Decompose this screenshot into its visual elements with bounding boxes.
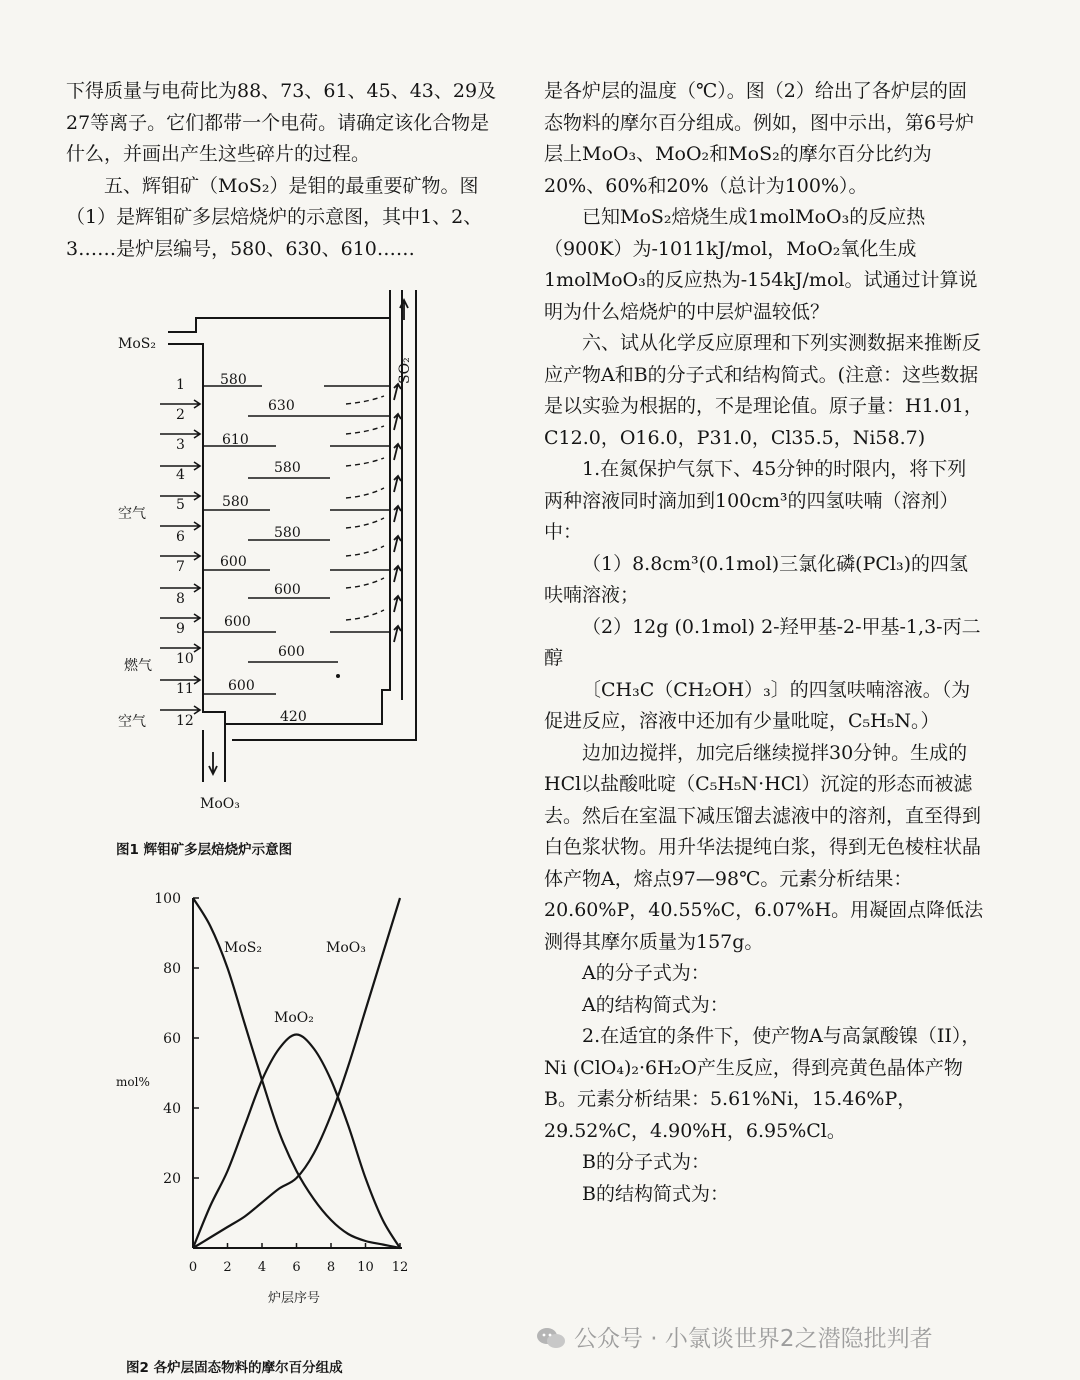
watermark-text: 公众号 · 小氯谈世界2之潜隐批判者 <box>574 1326 933 1352</box>
fig1-layer-temperature: 600 <box>224 614 251 630</box>
fig1-layer-number: 6 <box>176 529 185 545</box>
fig1-layer-number: 12 <box>176 713 194 729</box>
fig1-layer-number: 2 <box>176 407 185 423</box>
step-1-paragraph: 1.在氮保护气氛下、45分钟的时限内，将下列两种溶液同时滴加到100cm³的四氢呋喃（溶剂）中： <box>544 458 967 543</box>
question-a-formula: A的分子式为： <box>582 962 710 984</box>
right-column <box>544 76 984 1210</box>
fig1-layer-number: 10 <box>176 651 194 667</box>
fig1-layer-temperature: 600 <box>220 554 247 570</box>
fig1-layer-temperature: 580 <box>274 525 301 541</box>
chart-xlabel: 炉层序号 <box>268 1291 321 1306</box>
question-b-structure: B的结构简式为： <box>582 1182 729 1205</box>
fig1-label-out: MoO₃ <box>200 796 240 812</box>
fig1-label-gas: SO₂ <box>397 357 413 384</box>
solution-2-formula: 〔CH₃C（CH₂OH）₃〕的四氢呋喃溶液。（为促进反应，溶液中还加有少量吡啶，C₅H₅N。） <box>544 678 971 732</box>
y-tick-label: 60 <box>163 1031 181 1047</box>
fig1-layer-temperature: 600 <box>274 582 301 598</box>
fig1-label-air-top: 空气 <box>118 506 146 522</box>
problem-5-paragraph: 五、辉钼矿（MoS₂）是钼的最重要矿物。图（1）是辉钼矿多层焙烧炉的示意图，其中1、2、3……是炉层编号，580、630、610…… <box>66 174 483 260</box>
x-tick-label: 10 <box>357 1260 374 1275</box>
fig1-layer-number: 4 <box>176 467 185 483</box>
x-tick-label: 6 <box>292 1260 301 1275</box>
fig1-layer-temperature: 580 <box>222 494 249 510</box>
fig1-layer-number: 8 <box>176 591 185 607</box>
fig1-label-fuel: 燃气 <box>124 658 152 674</box>
series-label: MoS₂ <box>224 940 262 956</box>
procedure-paragraph: 边加边搅拌，加完后继续搅拌30分钟。生成的HCl以盐酸吡啶（C₅H₅N·HCl）沉淀的形态而被滤去。然后在室温下减压馏去滤液中的溶剂，直至得到白色浆状物。用升华法提纯白浆，得到无色棱柱状晶体产物A，熔点97—98℃。元素分析结果：20.60%P，40.55%C，6.07%H。用凝固点降低法测得其摩尔质量为157g。 <box>544 741 984 953</box>
fig1-layer-temperature: 580 <box>274 460 301 476</box>
watermark <box>536 1320 933 1353</box>
solution-2-paragraph: （2）12g (0.1mol) 2-羟甲基-2-甲基-1,3-丙二醇 <box>544 615 981 669</box>
x-tick-label: 4 <box>257 1260 267 1275</box>
x-tick-label: 2 <box>223 1260 232 1275</box>
fig1-layer-number: 7 <box>176 559 185 575</box>
fig1-layer-number: 1 <box>176 377 185 393</box>
chart-ylabel: mol% <box>116 1075 150 1089</box>
fig1-label-in: MoS₂ <box>118 336 156 352</box>
y-tick-label: 20 <box>163 1171 181 1187</box>
question-b-formula: B的分子式为： <box>582 1151 710 1173</box>
fig1-layer-number: 3 <box>176 437 185 453</box>
fig1-layer-temperature: 600 <box>278 644 305 660</box>
fig1-layer-temperature: 600 <box>228 678 255 694</box>
x-tick-label: 12 <box>391 1260 409 1275</box>
x-tick-label: 0 <box>188 1260 198 1275</box>
wechat-logo-icon <box>536 1326 566 1350</box>
series-label: MoO₂ <box>274 1010 314 1026</box>
fig1-label-air-bottom: 空气 <box>118 714 146 730</box>
fig1-layer-temperature: 420 <box>280 709 307 725</box>
figure1-caption: 图1 辉钼矿多层焙烧炉示意图 <box>116 842 293 858</box>
step-2-paragraph: 2.在适宜的条件下，使产物A与高氯酸镍（II），Ni (ClO₄)₂·6H₂O产生反应，得到亮黄色晶体产物B。元素分析结果：5.61%Ni，15.46%P，29.52%C，4.90%H，6.95%Cl。 <box>544 1025 981 1142</box>
fig1-layer-number: 5 <box>176 497 185 513</box>
fig1-layer-temperature: 610 <box>222 432 249 448</box>
problem-6-paragraph: 六、试从化学反应原理和下列实测数据来推断反应产物A和B的分子式和结构简式。(注意：这些数据是以实验为根据的，不是理论值。原子量：H1.01，C12.0，O16.0，P31.0，Cl35.5，Ni58.7) <box>544 332 983 449</box>
series-label: MoO₃ <box>326 940 366 956</box>
solution-1-paragraph: （1）8.8cm³(0.1mol)三氯化磷(PCl₃)的四氢呋喃溶液； <box>544 552 968 606</box>
y-tick-label: 40 <box>163 1101 181 1117</box>
figure2-caption: 图2 各炉层固态物料的摩尔百分组成 <box>126 1360 343 1376</box>
fig1-layer-temperature: 580 <box>220 372 247 388</box>
fig1-layer-number: 9 <box>176 621 185 637</box>
right-paragraph-1: 是各炉层的温度（℃）。图（2）给出了各炉层的固态物料的摩尔百分组成。例如，图中示出，第6号炉层上MoO₃、MoO₂和MoS₂的摩尔百分比约为20%、60%和20%（总计为100%）。 <box>544 80 975 197</box>
series-line-1 <box>193 1035 400 1249</box>
fig1-layer-temperature: 630 <box>268 398 295 414</box>
fig1-layer-number: 11 <box>176 681 194 697</box>
y-tick-label: 80 <box>163 961 181 977</box>
x-tick-label: 8 <box>326 1260 336 1275</box>
left-paragraph-1: 下得质量与电荷比为88、73、61、45、43、29及27等离子。它们都带一个电荷。请确定该化合物是什么，并画出产生这些碎片的过程。 <box>66 80 497 165</box>
right-paragraph-2: 已知MoS₂焙烧生成1molMoO₃的反应热（900K）为-1011kJ/mol，MoO₂氧化生成1molMoO₃的反应热为-154kJ/mol。试通过计算说明为什么焙烧炉的中层炉温较低？ <box>544 206 978 323</box>
question-a-structure: A的结构简式为： <box>582 993 729 1016</box>
y-tick-label: 100 <box>154 891 181 907</box>
